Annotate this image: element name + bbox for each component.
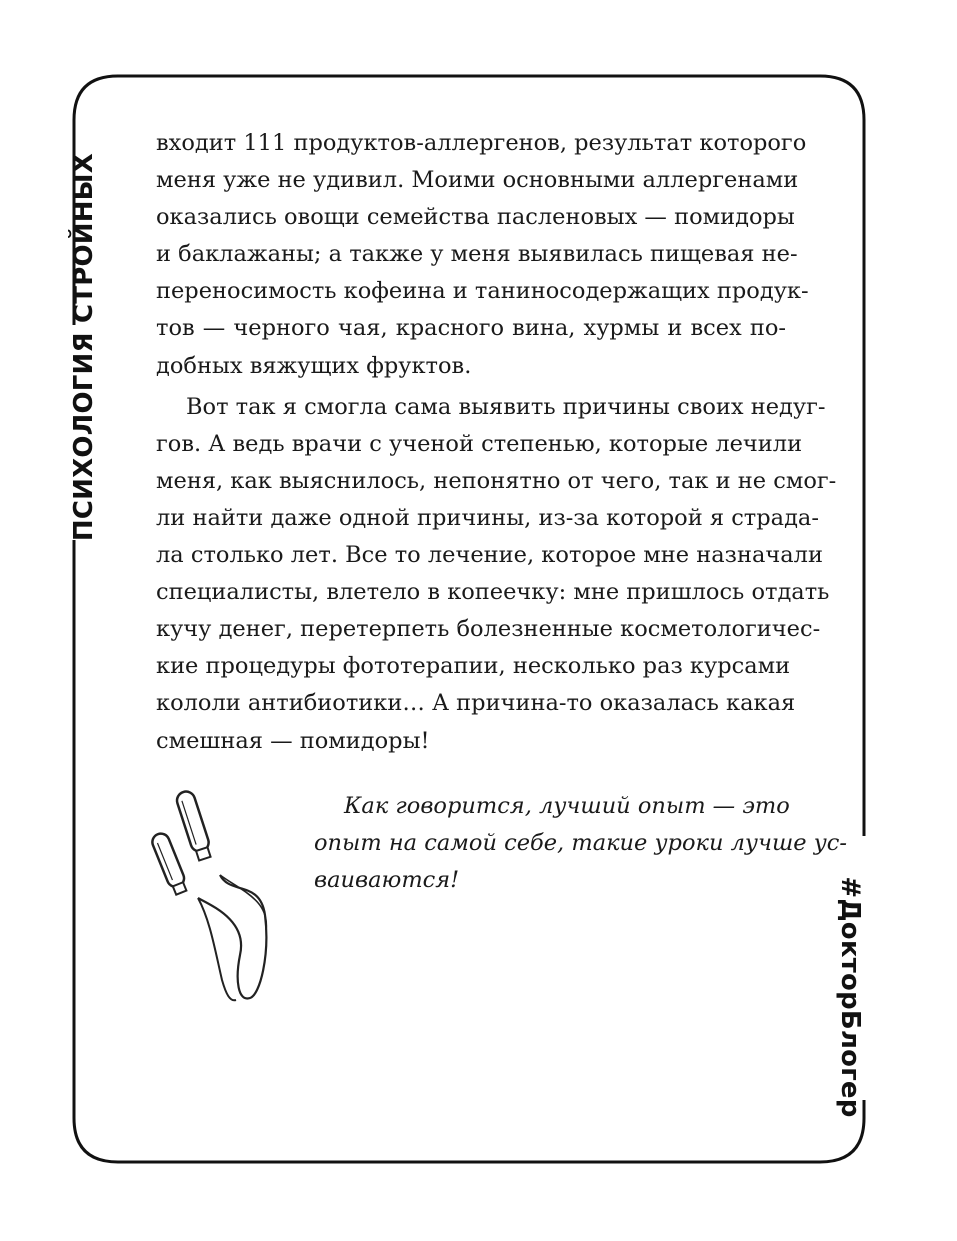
- text-line: специалисты, влетело в копеечку: мне пришлось отдать: [156, 579, 830, 606]
- text-line: кучу денег, перетерпеть болезненные косметологичес-: [156, 616, 821, 643]
- jump-rope-icon: [140, 780, 310, 1010]
- main-text: [156, 125, 837, 760]
- quote-line: Как говорится, лучший опыт — это: [344, 793, 790, 819]
- text-line: меня уже не удивил. Моими основными аллергенами: [156, 167, 799, 194]
- text-line: входит 111 продуктов-аллергенов, результат которого: [156, 130, 807, 156]
- side-label-left: ПСИХОЛОГИЯ СТРОЙНЫХ: [69, 152, 99, 542]
- text-line: ла столько лет. Все то лечение, которое мне назначали: [156, 542, 823, 569]
- paragraph-2: [156, 389, 837, 760]
- text-line: смешная — помидоры!: [156, 727, 430, 754]
- text-line: меня, как выяснилось, непонятно от чего, так и не смог-: [156, 467, 837, 494]
- text-line: ли найти даже одной причины, из-за которой я страда-: [156, 504, 819, 531]
- quote-line: опыт на самой себе, такие уроки лучше ус-: [314, 830, 848, 857]
- paragraph-1: [156, 125, 809, 385]
- text-line: и баклажаны; а также у меня выявилась пищевая не-: [156, 241, 798, 268]
- text-line: оказались овощи семейства пасленовых — помидоры: [156, 204, 795, 231]
- text-line: гов. А ведь врачи с ученой степенью, которые лечили: [156, 430, 803, 457]
- text-line: добных вяжущих фруктов.: [156, 352, 472, 379]
- quote-block: [314, 788, 848, 899]
- text-line: кие процедуры фототерапии, несколько раз курсами: [156, 653, 791, 680]
- side-label-right: #ДокторБлогер: [835, 876, 865, 1118]
- text-line: переносимость кофеина и таниносодержащих продук-: [156, 278, 809, 305]
- text-line: кололи антибиотики… А причина-то оказалась какая: [156, 690, 796, 717]
- text-line: тов — черного чая, красного вина, хурмы и всех по-: [156, 315, 786, 342]
- text-line: Вот так я смогла сама выявить причины своих недуг-: [186, 393, 826, 420]
- quote-line: ваиваются!: [314, 867, 460, 894]
